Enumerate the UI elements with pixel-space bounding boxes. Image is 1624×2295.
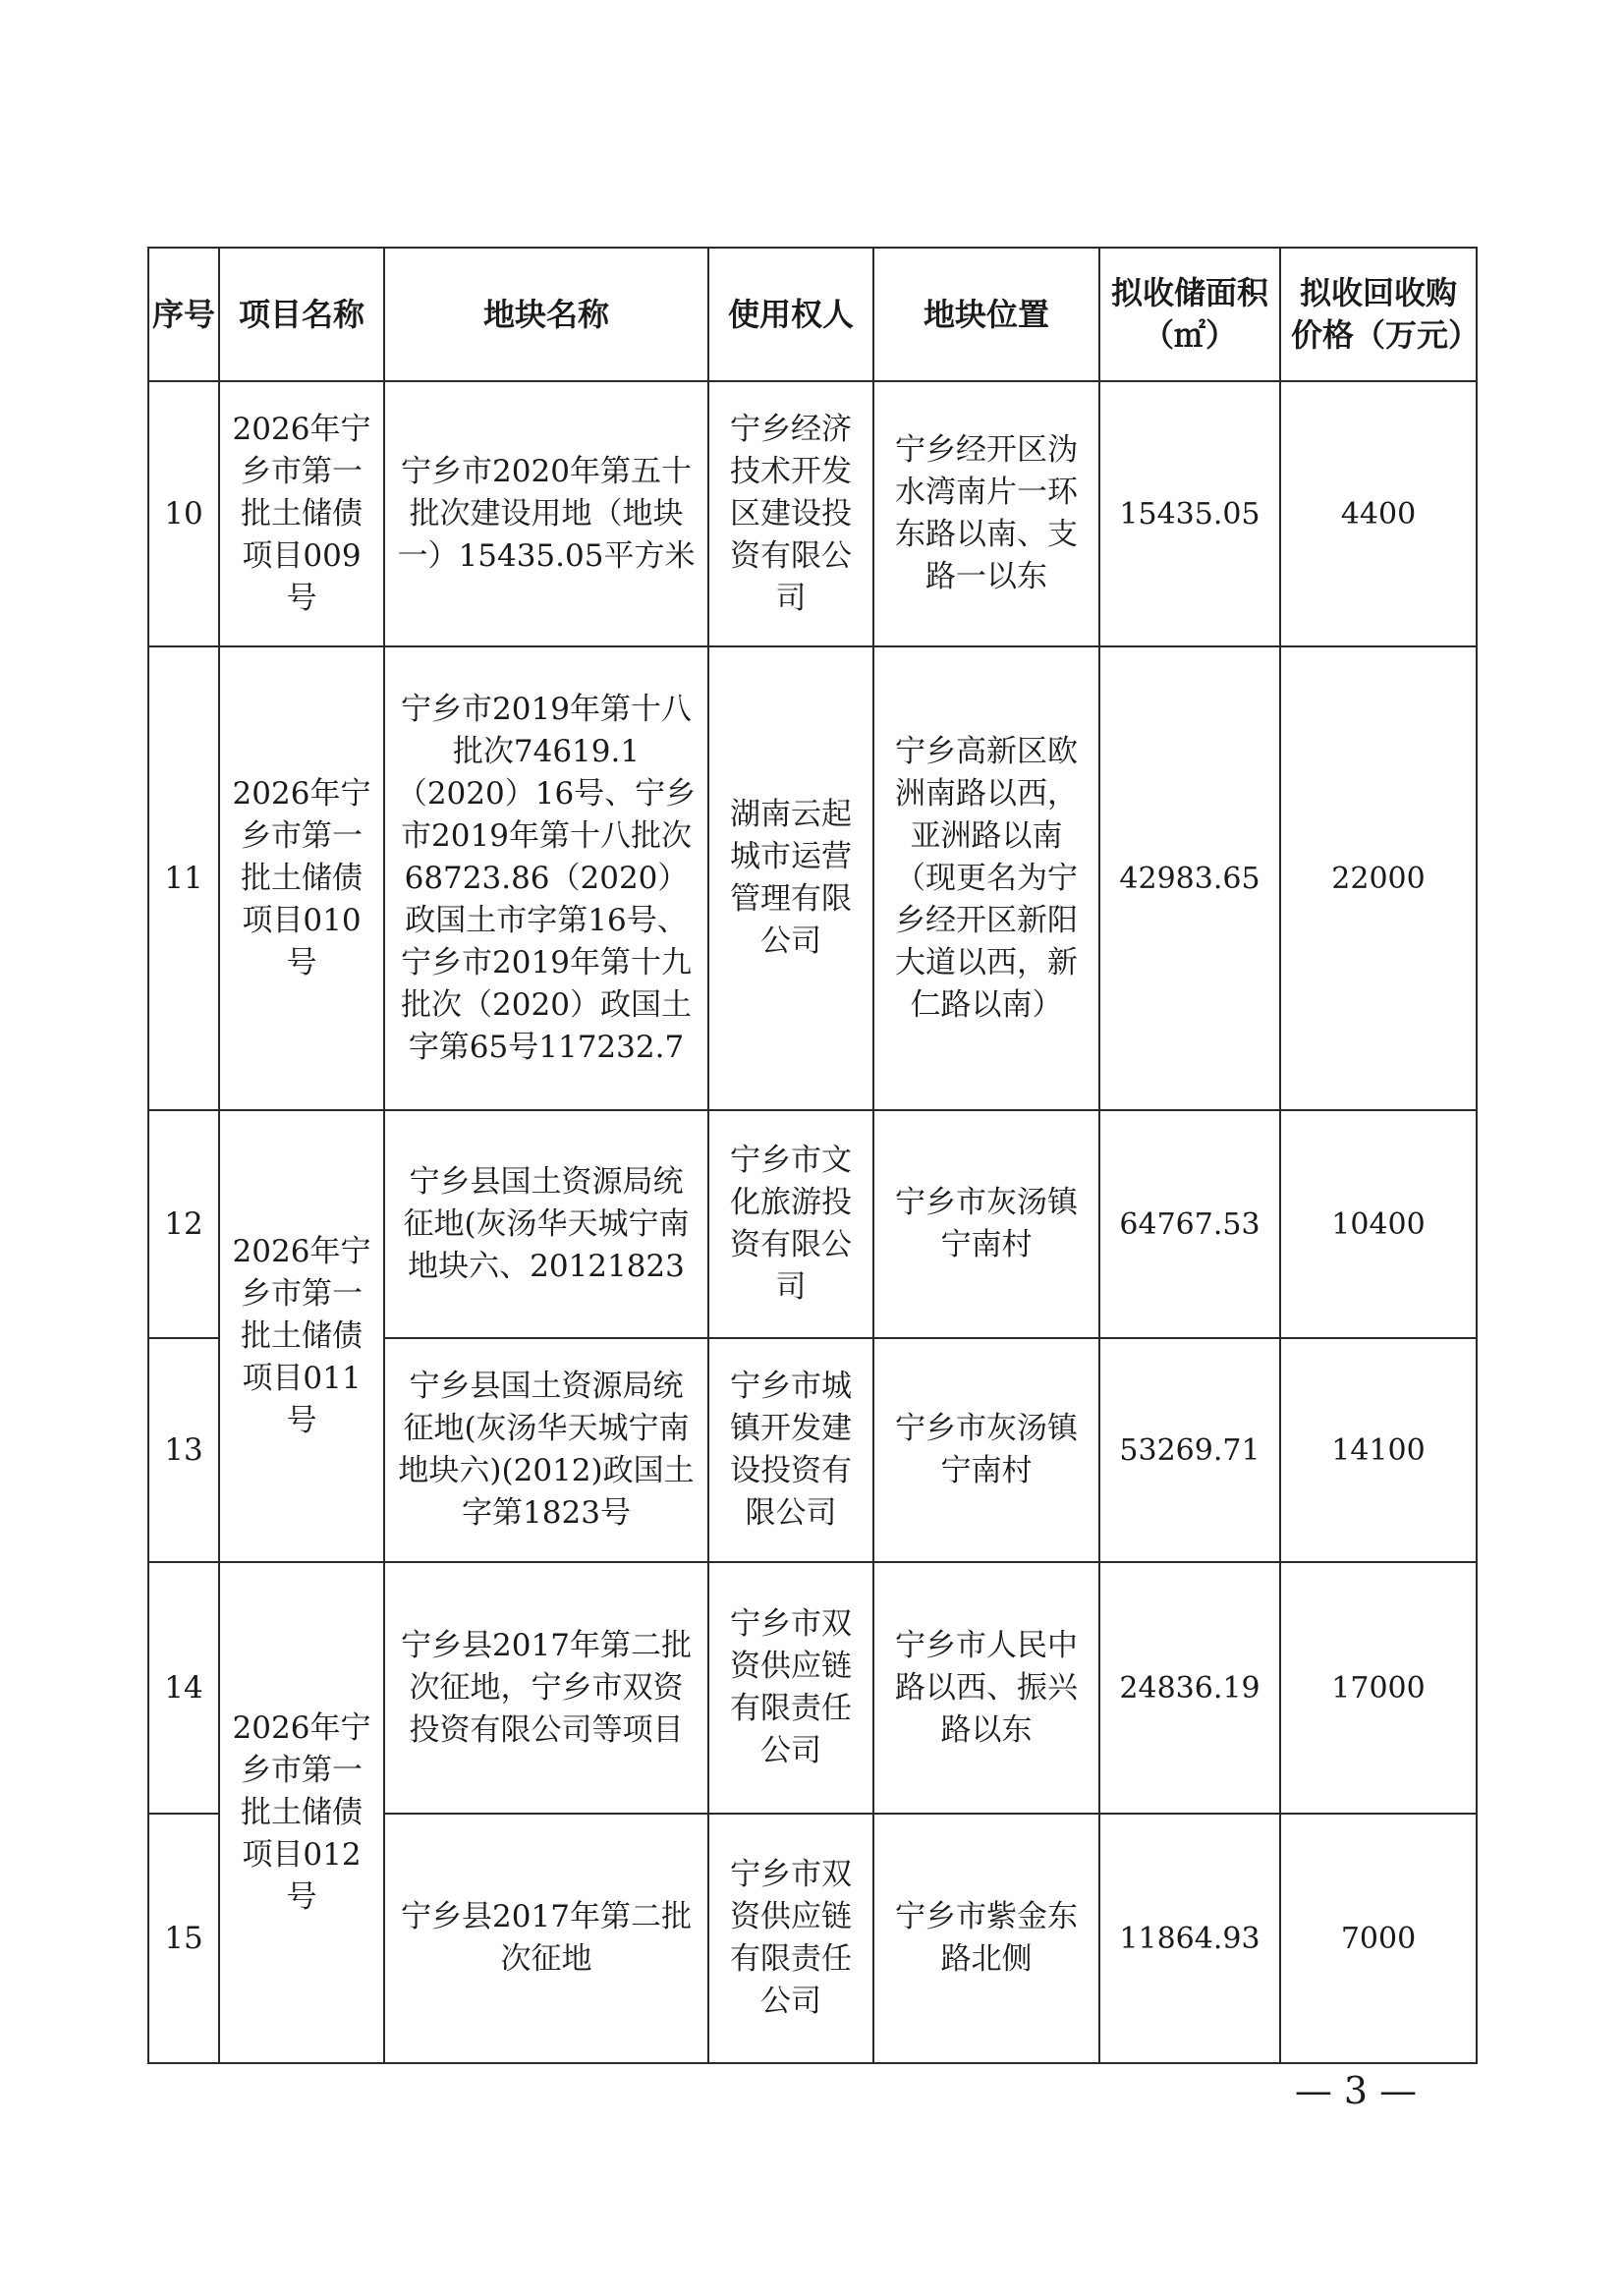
area-cell: 24836.19 xyxy=(1099,1562,1280,1814)
project-cell: 2026年宁乡市第一批土储债项目009号 xyxy=(219,381,384,646)
parcel-cell: 宁乡市2019年第十八批次74619.1（2020）16号、宁乡市2019年第十八批次68723.86（2020）政国土市字第16号、宁乡市2019年第十九批次（2020）政国土字第65号117232.7 xyxy=(384,646,708,1110)
page-number: — 3 — xyxy=(1294,2069,1418,2112)
seq-cell: 12 xyxy=(148,1110,219,1338)
owner-cell: 宁乡经济技术开发区建设投资有限公司 xyxy=(708,381,873,646)
price-cell: 10400 xyxy=(1280,1110,1477,1338)
area-cell: 64767.53 xyxy=(1099,1110,1280,1338)
parcel-cell: 宁乡县2017年第二批次征地，宁乡市双资投资有限公司等项目 xyxy=(384,1562,708,1814)
header-area: 拟收储面积（㎡） xyxy=(1099,248,1280,381)
owner-cell: 宁乡市双资供应链有限责任公司 xyxy=(708,1562,873,1814)
area-cell: 15435.05 xyxy=(1099,381,1280,646)
header-seq: 序号 xyxy=(148,248,219,381)
header-price: 拟收回收购价格（万元） xyxy=(1280,248,1477,381)
seq-cell: 14 xyxy=(148,1562,219,1814)
seq-cell: 11 xyxy=(148,646,219,1110)
location-cell: 宁乡市灰汤镇宁南村 xyxy=(873,1110,1099,1338)
location-cell: 宁乡高新区欧洲南路以西，亚洲路以南（现更名为宁乡经开区新阳大道以西，新仁路以南） xyxy=(873,646,1099,1110)
table-row xyxy=(148,1110,1477,1338)
location-cell: 宁乡经开区沩水湾南片一环东路以南、支路一以东 xyxy=(873,381,1099,646)
header-parcel: 地块名称 xyxy=(384,248,708,381)
area-cell: 11864.93 xyxy=(1099,1814,1280,2063)
owner-cell: 宁乡市文化旅游投资有限公司 xyxy=(708,1110,873,1338)
area-cell: 42983.65 xyxy=(1099,646,1280,1110)
project-cell: 2026年宁乡市第一批土储债项目011号 xyxy=(219,1110,384,1562)
parcel-cell: 宁乡市2020年第五十批次建设用地（地块一）15435.05平方米 xyxy=(384,381,708,646)
land-reserve-table xyxy=(147,247,1481,2064)
header-project: 项目名称 xyxy=(219,248,384,381)
project-cell: 2026年宁乡市第一批土储债项目010号 xyxy=(219,646,384,1110)
location-cell: 宁乡市人民中路以西、振兴路以东 xyxy=(873,1562,1099,1814)
table-row xyxy=(148,1562,1477,1814)
header-location: 地块位置 xyxy=(873,248,1099,381)
owner-cell: 宁乡市城镇开发建设投资有限公司 xyxy=(708,1338,873,1562)
table-row xyxy=(148,646,1477,1110)
parcel-cell: 宁乡县国土资源局统征地(灰汤华天城宁南地块六)(2012)政国土字第1823号 xyxy=(384,1338,708,1562)
parcel-cell: 宁乡县国土资源局统征地(灰汤华天城宁南地块六、20121823 xyxy=(384,1110,708,1338)
price-cell: 14100 xyxy=(1280,1338,1477,1562)
area-cell: 53269.71 xyxy=(1099,1338,1280,1562)
owner-cell: 湖南云起城市运营管理有限公司 xyxy=(708,646,873,1110)
location-cell: 宁乡市灰汤镇宁南村 xyxy=(873,1338,1099,1562)
project-cell: 2026年宁乡市第一批土储债项目012号 xyxy=(219,1562,384,2063)
owner-cell: 宁乡市双资供应链有限责任公司 xyxy=(708,1814,873,2063)
price-cell: 22000 xyxy=(1280,646,1477,1110)
location-cell: 宁乡市紫金东路北侧 xyxy=(873,1814,1099,2063)
header-owner: 使用权人 xyxy=(708,248,873,381)
seq-cell: 15 xyxy=(148,1814,219,2063)
seq-cell: 10 xyxy=(148,381,219,646)
header-row xyxy=(148,248,1477,381)
price-cell: 7000 xyxy=(1280,1814,1477,2063)
price-cell: 17000 xyxy=(1280,1562,1477,1814)
table-row xyxy=(148,381,1477,646)
parcel-cell: 宁乡县2017年第二批次征地 xyxy=(384,1814,708,2063)
price-cell: 4400 xyxy=(1280,381,1477,646)
seq-cell: 13 xyxy=(148,1338,219,1562)
